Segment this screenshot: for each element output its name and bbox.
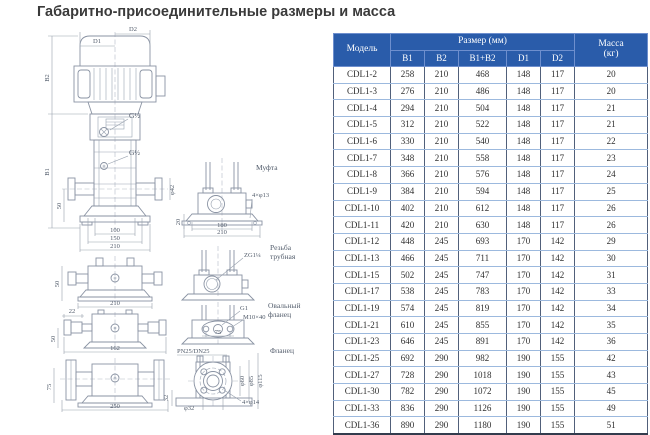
value-cell: 728: [391, 367, 425, 384]
value-cell: 36: [575, 334, 648, 351]
value-cell: 148: [507, 67, 541, 84]
dim-75-label: 75: [46, 383, 53, 391]
dim-phi32-label: φ32: [184, 405, 195, 412]
header-size-group: Размер (мм): [391, 34, 575, 51]
value-cell: 574: [391, 300, 425, 317]
dim-180-label: 180: [217, 222, 227, 229]
model-cell: CDL1-10: [334, 200, 391, 217]
value-cell: 420: [391, 217, 425, 234]
dim-b1-label: B1: [44, 168, 51, 176]
value-cell: 34: [575, 300, 648, 317]
value-cell: 26: [575, 217, 648, 234]
model-cell: CDL1-7: [334, 150, 391, 167]
value-cell: 210: [425, 67, 459, 84]
model-cell: CDL1-6: [334, 133, 391, 150]
table-row: [334, 250, 648, 267]
value-cell: 502: [391, 267, 425, 284]
header-mass-line1: Масса: [598, 39, 624, 50]
table-row: [334, 183, 648, 200]
value-cell: 51: [575, 417, 648, 434]
value-cell: 148: [507, 83, 541, 100]
value-cell: 245: [425, 267, 459, 284]
value-cell: 522: [459, 117, 507, 134]
value-cell: 49: [575, 400, 648, 417]
table-row: [334, 133, 648, 150]
value-cell: 43: [575, 367, 648, 384]
value-cell: 290: [425, 350, 459, 367]
dim-75-label-2: 75: [214, 329, 222, 336]
model-cell: CDL1-8: [334, 167, 391, 184]
value-cell: 190: [507, 417, 541, 434]
value-cell: 486: [459, 83, 507, 100]
value-cell: 33: [575, 283, 648, 300]
value-cell: 245: [425, 283, 459, 300]
value-cell: 24: [575, 167, 648, 184]
value-cell: 190: [507, 350, 541, 367]
value-cell: 148: [507, 200, 541, 217]
value-cell: 692: [391, 350, 425, 367]
value-cell: 117: [541, 83, 575, 100]
value-cell: 21: [575, 117, 648, 134]
value-cell: 891: [459, 334, 507, 351]
flange-title: Фланец: [270, 346, 294, 355]
value-cell: 576: [459, 167, 507, 184]
dim-22-label: 22: [68, 308, 76, 315]
header-b2: B2: [425, 51, 459, 67]
value-cell: 21: [575, 100, 648, 117]
value-cell: 142: [541, 317, 575, 334]
value-cell: 819: [459, 300, 507, 317]
table-row: [334, 217, 648, 234]
value-cell: 1180: [459, 417, 507, 434]
value-cell: 22: [575, 133, 648, 150]
table-row: [334, 417, 648, 434]
dim-b2-label: B2: [44, 74, 51, 82]
drain-plug: [101, 163, 108, 170]
value-cell: 210: [425, 100, 459, 117]
model-cell: CDL1-25: [334, 350, 391, 367]
header-b1b2: B1+B2: [459, 51, 507, 67]
model-cell: CDL1-19: [334, 300, 391, 317]
value-cell: 45: [575, 384, 648, 401]
value-cell: 245: [425, 233, 459, 250]
value-cell: 258: [391, 67, 425, 84]
value-cell: 26: [575, 200, 648, 217]
value-cell: 117: [541, 150, 575, 167]
table-row: [334, 350, 648, 367]
model-cell: CDL1-30: [334, 384, 391, 401]
value-cell: 142: [541, 300, 575, 317]
value-cell: 210: [425, 167, 459, 184]
header-b1: B1: [391, 51, 425, 67]
model-cell: CDL1-9: [334, 183, 391, 200]
value-cell: 646: [391, 334, 425, 351]
dim-32-label: 32: [163, 394, 170, 402]
model-cell: CDL1-11: [334, 217, 391, 234]
oval-flange-g1-label: G1: [240, 305, 248, 312]
value-cell: 30: [575, 250, 648, 267]
value-cell: 594: [459, 183, 507, 200]
pump-main-dimensions: [44, 26, 176, 252]
value-cell: 782: [391, 384, 425, 401]
table-row: [334, 283, 648, 300]
coupling-title: Муфта: [256, 163, 278, 172]
value-cell: 142: [541, 250, 575, 267]
value-cell: 148: [507, 167, 541, 184]
table-row: [334, 300, 648, 317]
value-cell: 142: [541, 334, 575, 351]
model-cell: CDL1-36: [334, 417, 391, 434]
flange-holes-label: 4×φ14: [242, 399, 260, 406]
header-d2: D2: [541, 51, 575, 67]
header-d1: D1: [507, 51, 541, 67]
value-cell: 330: [391, 133, 425, 150]
dim-d2-label: D2: [129, 26, 137, 33]
table-row: [334, 167, 648, 184]
value-cell: 348: [391, 150, 425, 167]
value-cell: 783: [459, 283, 507, 300]
value-cell: 612: [459, 200, 507, 217]
value-cell: 148: [507, 100, 541, 117]
value-cell: 155: [541, 417, 575, 434]
pump-base-front-view: [54, 256, 162, 309]
value-cell: 540: [459, 133, 507, 150]
g-half-top-label: G½: [129, 111, 141, 120]
coupling-version-view: [175, 158, 278, 238]
value-cell: 210: [425, 200, 459, 217]
dim-210-label: 210: [110, 243, 120, 250]
value-cell: 210: [425, 150, 459, 167]
value-cell: 117: [541, 100, 575, 117]
model-cell: CDL1-17: [334, 283, 391, 300]
value-cell: 1072: [459, 384, 507, 401]
coupling-holes-label: 4×φ13: [252, 192, 270, 199]
value-cell: 142: [541, 233, 575, 250]
dim-150-label: 150: [110, 235, 120, 242]
value-cell: 982: [459, 350, 507, 367]
value-cell: 117: [541, 117, 575, 134]
value-cell: 148: [507, 133, 541, 150]
dim-phi115-label: φ115: [257, 374, 264, 388]
value-cell: 711: [459, 250, 507, 267]
value-cell: 23: [575, 150, 648, 167]
value-cell: 148: [507, 117, 541, 134]
header-mass: [575, 34, 648, 67]
table-row: [334, 317, 648, 334]
value-cell: 35: [575, 317, 648, 334]
dim-phi60-label: φ60: [239, 375, 246, 387]
table-header: [334, 34, 648, 67]
value-cell: 31: [575, 267, 648, 284]
value-cell: 117: [541, 200, 575, 217]
value-cell: 294: [391, 100, 425, 117]
table-row: [334, 200, 648, 217]
value-cell: 747: [459, 267, 507, 284]
value-cell: 155: [541, 384, 575, 401]
flange-rating-label: PN25/DN25: [177, 348, 210, 355]
value-cell: 245: [425, 334, 459, 351]
value-cell: 117: [541, 183, 575, 200]
pipe-thread-title-1: Резьба: [270, 243, 292, 252]
value-cell: 155: [541, 367, 575, 384]
dim-250-label: 250: [110, 403, 120, 410]
model-cell: CDL1-3: [334, 83, 391, 100]
table-row: [334, 83, 648, 100]
value-cell: 290: [425, 400, 459, 417]
value-cell: 155: [541, 350, 575, 367]
value-cell: 312: [391, 117, 425, 134]
page-title: Габаритно-присоединительные размеры и масса: [37, 4, 396, 20]
value-cell: 1126: [459, 400, 507, 417]
value-cell: 148: [507, 217, 541, 234]
value-cell: 538: [391, 283, 425, 300]
value-cell: 245: [425, 300, 459, 317]
value-cell: 155: [541, 400, 575, 417]
value-cell: 210: [425, 83, 459, 100]
value-cell: 170: [507, 267, 541, 284]
value-cell: 42: [575, 350, 648, 367]
value-cell: 142: [541, 283, 575, 300]
table-row: [334, 67, 648, 84]
model-cell: CDL1-4: [334, 100, 391, 117]
oval-flange-version-view: [182, 301, 300, 347]
value-cell: 190: [507, 384, 541, 401]
value-cell: 468: [459, 67, 507, 84]
value-cell: 117: [541, 167, 575, 184]
value-cell: 170: [507, 283, 541, 300]
value-cell: 20: [575, 67, 648, 84]
dim-50-label: 50: [56, 202, 63, 210]
value-cell: 245: [425, 317, 459, 334]
value-cell: 170: [507, 233, 541, 250]
value-cell: 855: [459, 317, 507, 334]
value-cell: 366: [391, 167, 425, 184]
pump-main-view: [62, 32, 168, 230]
dimensions-table: [333, 33, 648, 435]
value-cell: 504: [459, 100, 507, 117]
model-cell: CDL1-27: [334, 367, 391, 384]
value-cell: 558: [459, 150, 507, 167]
value-cell: 190: [507, 400, 541, 417]
value-cell: 290: [425, 367, 459, 384]
model-cell: CDL1-13: [334, 250, 391, 267]
value-cell: 836: [391, 400, 425, 417]
model-cell: CDL1-23: [334, 334, 391, 351]
table-row: [334, 100, 648, 117]
dim-phi42-label: φ42: [169, 184, 176, 196]
table-row: [334, 117, 648, 134]
dim-phi85-label: φ85: [248, 375, 255, 387]
value-cell: 1018: [459, 367, 507, 384]
dim-100-label: 100: [110, 227, 120, 234]
value-cell: 170: [507, 317, 541, 334]
value-cell: 148: [507, 183, 541, 200]
value-cell: 610: [391, 317, 425, 334]
model-cell: CDL1-33: [334, 400, 391, 417]
model-cell: CDL1-21: [334, 317, 391, 334]
model-cell: CDL1-5: [334, 117, 391, 134]
dim-d1-label: D1: [93, 38, 101, 45]
flange-version-view: [163, 346, 294, 412]
header-model: Модель: [334, 34, 391, 67]
value-cell: 117: [541, 67, 575, 84]
model-cell: CDL1-12: [334, 233, 391, 250]
value-cell: 170: [507, 300, 541, 317]
value-cell: 290: [425, 384, 459, 401]
dim-20-label: 20: [175, 218, 182, 226]
value-cell: 210: [425, 217, 459, 234]
model-cell: CDL1-15: [334, 267, 391, 284]
value-cell: 170: [507, 334, 541, 351]
dim-210-label-3: 210: [217, 229, 227, 236]
value-cell: 210: [425, 183, 459, 200]
value-cell: 25: [575, 183, 648, 200]
value-cell: 466: [391, 250, 425, 267]
value-cell: 693: [459, 233, 507, 250]
value-cell: 402: [391, 200, 425, 217]
g-half-bottom-label: G½: [129, 148, 141, 157]
value-cell: 190: [507, 367, 541, 384]
value-cell: 170: [507, 250, 541, 267]
header-mass-line2: (кг): [603, 49, 619, 59]
table-row: [334, 150, 648, 167]
value-cell: 117: [541, 133, 575, 150]
dim-210-label-2: 210: [110, 300, 120, 307]
table-row: [334, 267, 648, 284]
value-cell: 245: [425, 250, 459, 267]
pipe-thread-version-view: [182, 243, 296, 300]
oval-flange-bolt-label: M10×40: [243, 314, 266, 321]
value-cell: 142: [541, 267, 575, 284]
pump-base-flanged-view: [46, 358, 170, 412]
pipe-thread-size-label: ZG1¼: [244, 252, 261, 259]
table-row: [334, 384, 648, 401]
value-cell: 20: [575, 83, 648, 100]
model-cell: CDL1-2: [334, 67, 391, 84]
table-row: [334, 367, 648, 384]
oval-flange-title-2: фланец: [268, 310, 292, 319]
pipe-thread-title-2: трубная: [270, 252, 296, 261]
value-cell: 630: [459, 217, 507, 234]
value-cell: 276: [391, 83, 425, 100]
dim-50-label-3: 50: [50, 335, 57, 343]
dim-50-label-2: 50: [54, 280, 61, 288]
table-row: [334, 233, 648, 250]
value-cell: 148: [507, 150, 541, 167]
oval-flange-title-1: Овальный: [268, 301, 301, 310]
table-row: [334, 334, 648, 351]
value-cell: 29: [575, 233, 648, 250]
table-body: [334, 67, 648, 435]
table-row: [334, 400, 648, 417]
value-cell: 448: [391, 233, 425, 250]
value-cell: 384: [391, 183, 425, 200]
value-cell: 290: [425, 417, 459, 434]
dim-162-label: 162: [110, 345, 120, 352]
pump-base-threaded-view: [50, 308, 166, 354]
value-cell: 210: [425, 117, 459, 134]
value-cell: 117: [541, 217, 575, 234]
value-cell: 890: [391, 417, 425, 434]
value-cell: 210: [425, 133, 459, 150]
